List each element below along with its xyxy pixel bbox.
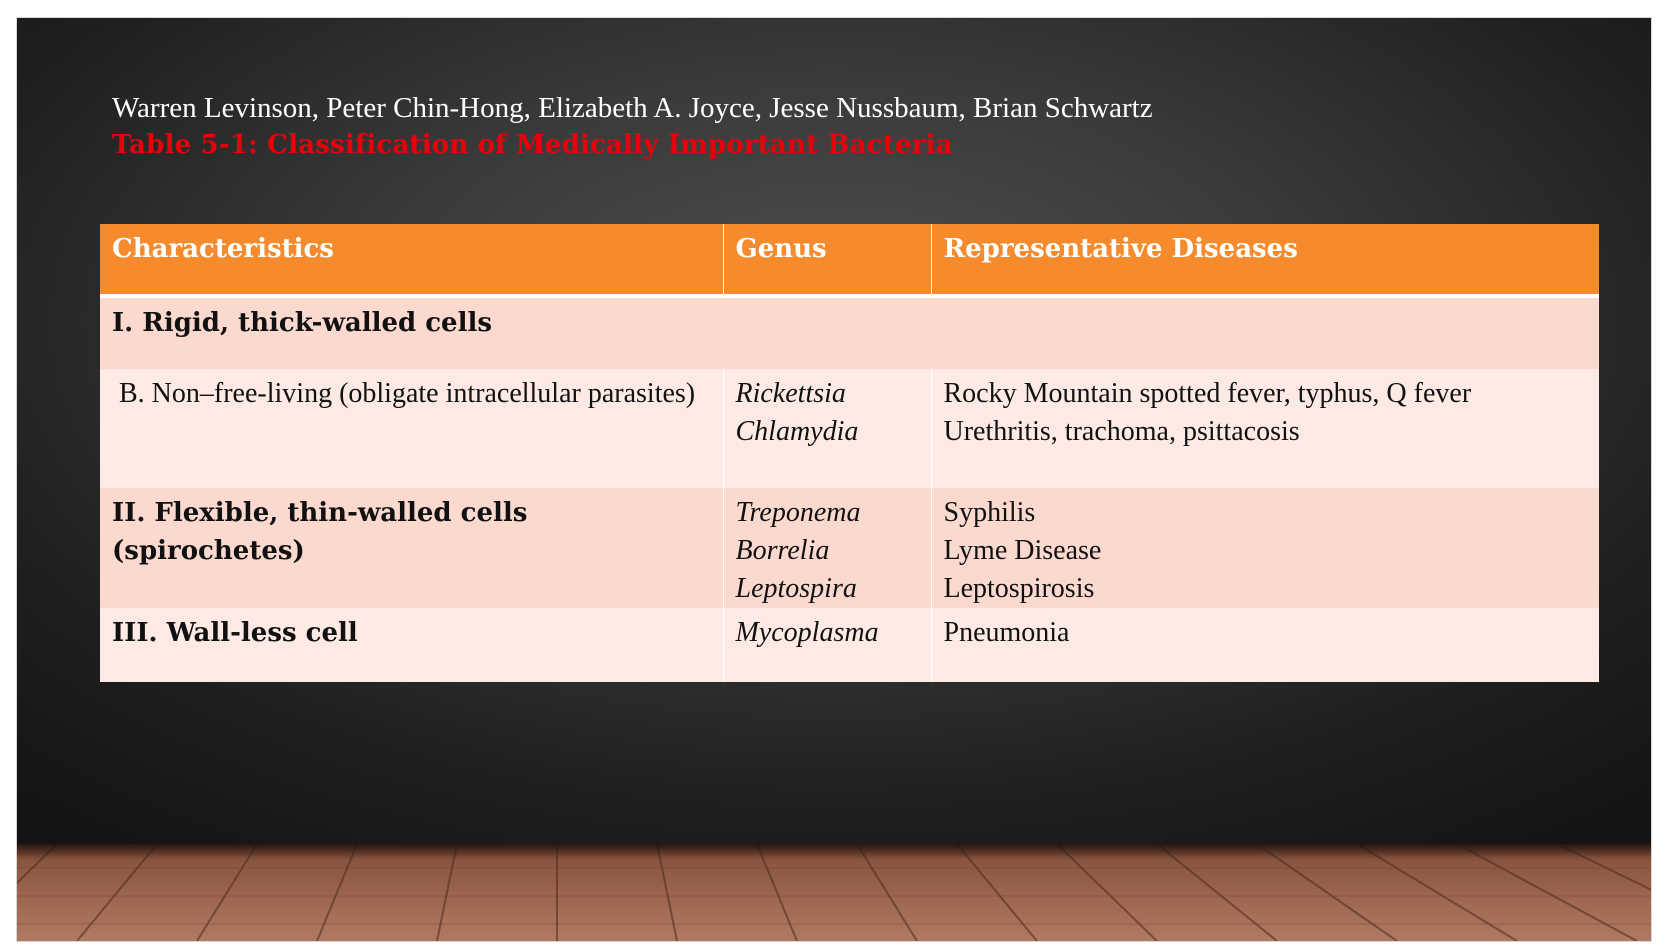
- genus-cell: [723, 488, 931, 608]
- column-header-diseases: Representative Diseases: [931, 224, 1599, 296]
- genus-cell: [723, 369, 931, 488]
- characteristic-cell: II. Flexible, thin-walled cells (spirochetes): [100, 488, 723, 608]
- slide-header: [112, 90, 1562, 163]
- disease-text: Urethritis, trachoma, psittacosis: [943, 416, 1300, 447]
- table-row: [100, 488, 1599, 608]
- table-row: [100, 369, 1599, 488]
- section-heading-rigid-cells: I. Rigid, thick-walled cells: [100, 296, 1599, 369]
- genus-name: Rickettsia: [735, 378, 846, 409]
- slide: [17, 18, 1651, 941]
- genus-cell: [723, 608, 931, 682]
- table-row: [100, 608, 1599, 682]
- column-header-genus: Genus: [723, 224, 931, 296]
- column-header-characteristics: Characteristics: [100, 224, 723, 296]
- genus-name: Leptospira: [735, 573, 857, 604]
- authors-line: Warren Levinson, Peter Chin-Hong, Elizabeth A. Joyce, Jesse Nussbaum, Brian Schwartz: [112, 92, 1153, 124]
- genus-name: Treponema: [735, 497, 861, 528]
- floor-planks-graphic: [17, 844, 1651, 941]
- disease-text: Syphilis: [943, 497, 1036, 528]
- disease-text: Leptospirosis: [943, 573, 1095, 604]
- table-row-section-1: [100, 296, 1599, 369]
- disease-text: Lyme Disease: [943, 535, 1102, 566]
- wooden-floor: [17, 844, 1651, 941]
- diseases-cell: [931, 608, 1599, 682]
- genus-name: Chlamydia: [735, 416, 859, 447]
- table-header-row: [100, 224, 1599, 296]
- genus-name: Borrelia: [735, 535, 830, 566]
- bacteria-classification-table: [100, 224, 1599, 682]
- table-title: Table 5-1: Classification of Medically Important Bacteria: [112, 130, 953, 160]
- diseases-cell: [931, 369, 1599, 488]
- characteristic-cell: B. Non–free-living (obligate intracellular parasites): [100, 369, 723, 488]
- characteristic-cell: III. Wall-less cell: [100, 608, 723, 682]
- disease-text: Pneumonia: [943, 617, 1070, 648]
- genus-name: Mycoplasma: [735, 617, 879, 648]
- diseases-cell: [931, 488, 1599, 608]
- disease-text: Rocky Mountain spotted fever, typhus, Q fever: [943, 378, 1472, 409]
